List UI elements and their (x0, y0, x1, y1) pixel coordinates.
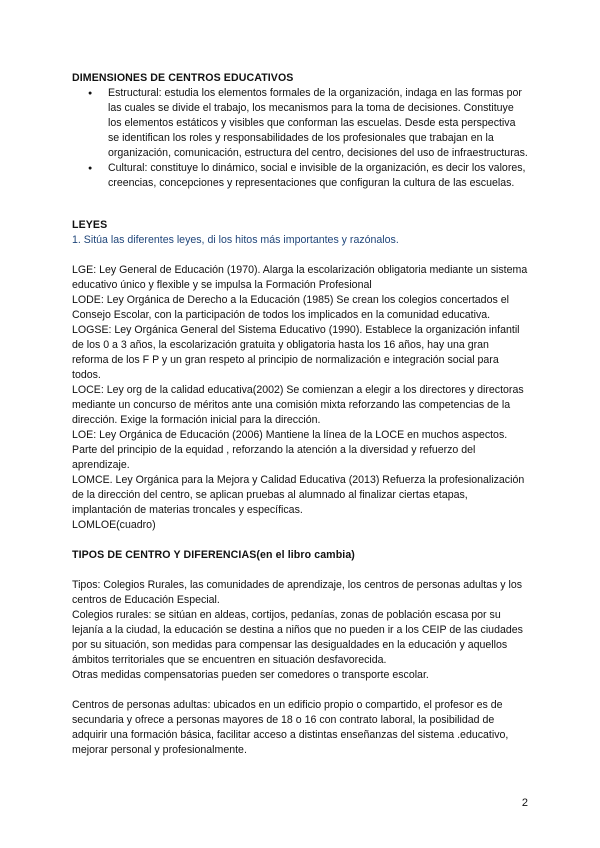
bullet-estructural: ● Estructural: estudia los elementos formales de la organización, indaga en las formas por las cuales se divide el trabajo, los mecanismos para la toma de decisiones. Constituye los elementos estáticos y visibles que conforman las escuelas. Desde esta perspectiva se identifican los roles y responsabilidades de los profesionales que trabajan en la organización, comunicación, estructura del centro, decisiones del uso de infraestructuras. (108, 86, 528, 161)
heading-tipos: TIPOS DE CENTRO Y DIFERENCIAS(en el libro cambia) (72, 549, 355, 561)
heading-leyes: LEYES (72, 219, 108, 231)
law-lode: LODE: Ley Orgánica de Derecho a la Educación (1985) Se crean los colegios concertados el Consejo Escolar, con la participación de todos los implicados en la comunidad educativa. (72, 294, 509, 321)
tipos-intro: Tipos: Colegios Rurales, las comunidades de aprendizaje, los centros de personas adultas y los centros de Educación Especial. (72, 579, 523, 606)
colegios-rurales: Colegios rurales: se sitúan en aldeas, cortijos, pedanías, zonas de población escasa por su lejanía a la ciudad, la educación se destina a niños que no pueden ir a los CEIP de las ciudades por su situación, son medidas para compensar las desigualdades en la educación y aquellos ámbitos territoriales que se encuentren en situación desfavorecida. (72, 609, 523, 666)
otras-medidas: Otras medidas compensatorias pueden ser comedores o transporte escolar. (72, 669, 429, 681)
law-lomloe: LOMLOE(cuadro) (72, 519, 156, 531)
leyes-question: 1. Sitúa las diferentes leyes, di los hitos más importantes y razónalos. (72, 234, 399, 246)
law-lge: LGE: Ley General de Educación (1970). Alarga la escolarización obligatoria mediante un sistema educativo único y flexible y se impulsa la Formación Profesional (72, 264, 528, 291)
bullet-cultural: ● Cultural: constituye lo dinámico, social e invisible de la organización, es decir los valores, creencias, concepciones y representaciones que configuran la cultura de las escuelas. (108, 161, 528, 191)
heading-dimensiones: DIMENSIONES DE CENTROS EDUCATIVOS (72, 72, 294, 84)
page-content (72, 71, 528, 758)
centros-adultas: Centros de personas adultas: ubicados en un edificio propio o compartido, el profesor es de secundaria y ofrece a personas mayores de 18 o 16 con contrato laboral, la posibilidad de adquirir una formación básica, facilitar acceso a distintas enseñanzas del sistema .educativo, mejorar personal y profesionalmente. (72, 699, 509, 756)
dimensiones-list (72, 86, 528, 191)
law-lomce: LOMCE. Ley Orgánica para la Mejora y Calidad Educativa (2013) Refuerza la profesionalización de la dirección del centro, se aplican pruebas al alumnado al finalizar ciertas etapas, implantación de materias troncales y específicas. (72, 474, 525, 516)
law-loe: LOE: Ley Orgánica de Educación (2006) Mantiene la línea de la LOCE en muchos aspectos. Parte del principio de la equidad , reforzando la atención a la diversidad y refuerzo del aprendizaje. (72, 429, 508, 471)
page-number: 2 (521, 797, 528, 809)
law-logse: LOGSE: Ley Orgánica General del Sistema Educativo (1990). Establece la organización infantil de los 0 a 3 años, la escolarización gratuita y obligatoria hasta los 16 años, hay una gran reforma de los F P y un gran respeto al principio de normalización e integración social para todos. (72, 324, 520, 381)
law-loce: LOCE: Ley org de la calidad educativa(2002) Se comienzan a elegir a los directores y directoras mediante un concurso de méritos ante una comisión mixta reforzando las competencias de la dirección. Exige la formación inicial para la dirección. (72, 384, 524, 426)
laws-list (72, 263, 528, 533)
